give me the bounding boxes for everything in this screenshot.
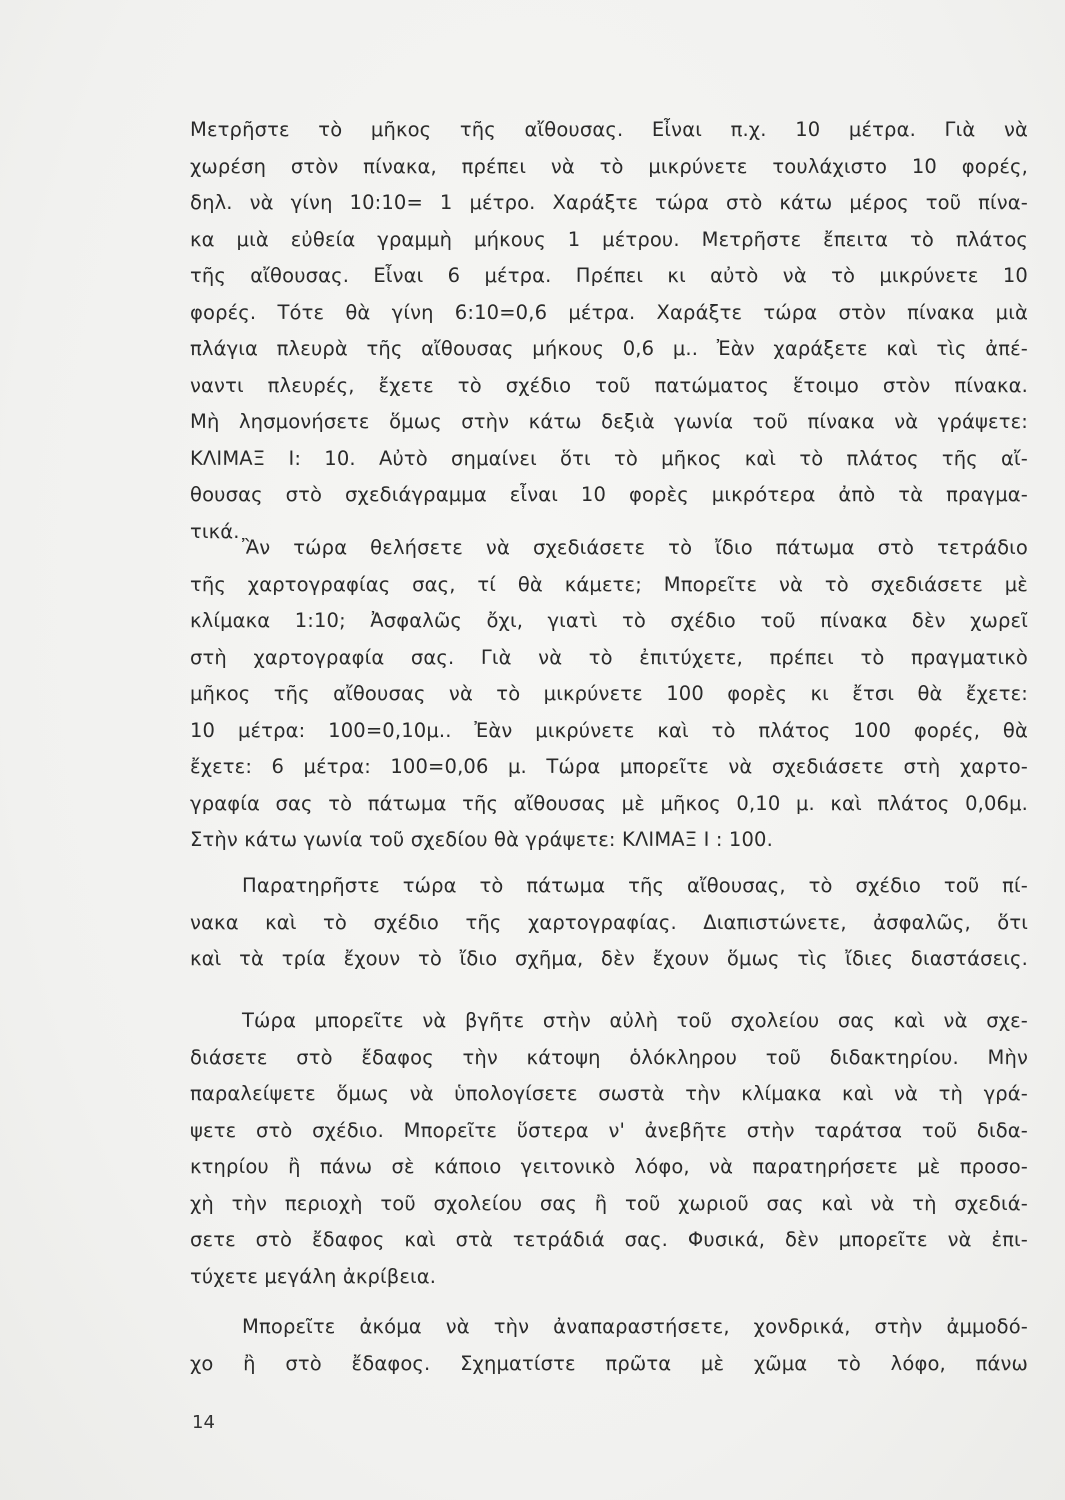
text-line: Στὴν κάτω γωνία τοῦ σχεδίου θὰ γράψετε: ΚΛΙΜΑΞ Ι : 100. xyxy=(190,828,773,851)
text-line: ναντι πλευρές, ἔχετε τὸ σχέδιο τοῦ πατώματος ἕτοιμο στὸν πίνακα. xyxy=(190,373,1028,397)
text-line: φορές. Τότε θὰ γίνη 6:10=0,6 μέτρα. Χαράξτε τώρα στὸν πίνακα μιὰ xyxy=(190,300,1028,324)
text-line: Μὴ λησμονήσετε ὅμως στὴν κάτω δεξιὰ γωνία τοῦ πίνακα νὰ γράψετε: xyxy=(190,410,1028,433)
text-line: πλάγια πλευρὰ τῆς αἴθουσας μήκους 0,6 μ.. Ἐὰν χαράξετε καὶ τὶς ἀπέ- xyxy=(190,337,1028,360)
text-line: ἔχετε: 6 μέτρα: 100=0,06 μ. Τώρα μπορεῖτε νὰ σχεδιάσετε στὴ χαρτο- xyxy=(190,755,1028,778)
text-line: Μετρῆστε τὸ μῆκος τῆς αἴθουσας. Εἶναι π.χ. 10 μέτρα. Γιὰ νὰ xyxy=(190,118,1028,141)
paragraph-3 xyxy=(190,868,1028,978)
text-line: θουσας στὸ σχεδιάγραμμα εἶναι 10 φορὲς μικρότερα ἀπὸ τὰ πραγμα- xyxy=(190,483,1028,506)
text-line: τῆς αἴθουσας. Εἶναι 6 μέτρα. Πρέπει κι αὐτὸ νὰ τὸ μικρύνετε 10 xyxy=(190,264,1028,287)
text-line: τικά. xyxy=(190,519,240,543)
text-line: κα μιὰ εὐθεία γραμμὴ μήκους 1 μέτρου. Μετρῆστε ἔπειτα τὸ πλάτος xyxy=(190,227,1028,251)
paragraph-2 xyxy=(190,530,1028,859)
text-line: μῆκος τῆς αἴθουσας νὰ τὸ μικρύνετε 100 φορὲς κι ἔτσι θὰ ἔχετε: xyxy=(190,682,1028,705)
text-line: ΚΛΙΜΑΞ Ι: 10. Αὐτὸ σημαίνει ὅτι τὸ μῆκος καὶ τὸ πλάτος τῆς αἴ- xyxy=(190,446,1028,470)
paragraph-4 xyxy=(190,1003,1028,1295)
text-line: στὴ χαρτογραφία σας. Γιὰ νὰ τὸ ἐπιτύχετε, πρέπει τὸ πραγματικὸ xyxy=(190,645,1028,669)
text-line: Ἂν τώρα θελήσετε νὰ σχεδιάσετε τὸ ἴδιο πάτωμα στὸ τετράδιο xyxy=(242,536,1028,559)
text-line: σετε στὸ ἔδαφος καὶ στὰ τετράδιά σας. Φυσικά, δὲν μπορεῖτε νὰ ἐπι- xyxy=(190,1228,1028,1251)
text-line: νακα καὶ τὸ σχέδιο τῆς χαρτογραφίας. Διαπιστώνετε, ἀσφαλῶς, ὅτι xyxy=(190,910,1028,934)
text-line: γραφία σας τὸ πάτωμα τῆς αἴθουσας μὲ μῆκος 0,10 μ. καὶ πλάτος 0,06μ. xyxy=(190,791,1028,815)
page-number: 14 xyxy=(192,1412,215,1433)
paragraph-1 xyxy=(190,112,1028,550)
text-line: χο ἢ στὸ ἔδαφος. Σχηματίστε πρῶτα μὲ χῶμα τὸ λόφο, πάνω xyxy=(190,1351,1028,1375)
text-line: δηλ. νὰ γίνη 10:10= 1 μέτρο. Χαράξτε τώρα στὸ κάτω μέρος τοῦ πίνα- xyxy=(190,191,1028,214)
text-line: ψετε στὸ σχέδιο. Μπορεῖτε ὕστερα ν' ἀνεβῆτε στὴν ταράτσα τοῦ διδα- xyxy=(190,1118,1028,1142)
text-line: παραλείψετε ὅμως νὰ ὑπολογίσετε σωστὰ τὴν κλίμακα καὶ νὰ τὴ γρά- xyxy=(190,1082,1028,1105)
text-line: χὴ τὴν περιοχὴ τοῦ σχολείου σας ἢ τοῦ χωριοῦ σας καὶ νὰ τὴ σχεδιά- xyxy=(190,1191,1028,1215)
text-line: Παρατηρῆστε τώρα τὸ πάτωμα τῆς αἴθουσας, τὸ σχέδιο τοῦ πί- xyxy=(242,874,1028,897)
text-line: τῆς χαρτογραφίας σας, τί θὰ κάμετε; Μπορεῖτε νὰ τὸ σχεδιάσετε μὲ xyxy=(190,572,1028,596)
text-line: διάσετε στὸ ἔδαφος τὴν κάτοψη ὁλόκληρου τοῦ διδακτηρίου. Μὴν xyxy=(190,1045,1028,1069)
text-line: Τώρα μπορεῖτε νὰ βγῆτε στὴν αὐλὴ τοῦ σχολείου σας καὶ νὰ σχε- xyxy=(242,1009,1028,1032)
text-line: 10 μέτρα: 100=0,10μ.. Ἐὰν μικρύνετε καὶ τὸ πλάτος 100 φορές, θὰ xyxy=(190,718,1028,742)
paragraph-5 xyxy=(190,1309,1028,1382)
text-line: κλίμακα 1:10; Ἀσφαλῶς ὄχι, γιατὶ τὸ σχέδιο τοῦ πίνακα δὲν χωρεῖ xyxy=(190,609,1028,632)
text-line: τύχετε μεγάλη ἀκρίβεια. xyxy=(190,1264,437,1288)
text-line: χωρέση στὸν πίνακα, πρέπει νὰ τὸ μικρύνετε τουλάχιστο 10 φορές, xyxy=(190,154,1028,178)
text-line: κτηρίου ἢ πάνω σὲ κάποιο γειτονικὸ λόφο, νὰ παρατηρήσετε μὲ προσο- xyxy=(190,1155,1028,1178)
text-line: Μπορεῖτε ἀκόμα νὰ τὴν ἀναπαραστήσετε, χονδρικά, στὴν ἀμμοδό- xyxy=(242,1315,1028,1338)
text-line: καὶ τὰ τρία ἔχουν τὸ ἴδιο σχῆμα, δὲν ἔχουν ὅμως τὶς ἴδιες διαστάσεις. xyxy=(190,947,1028,970)
